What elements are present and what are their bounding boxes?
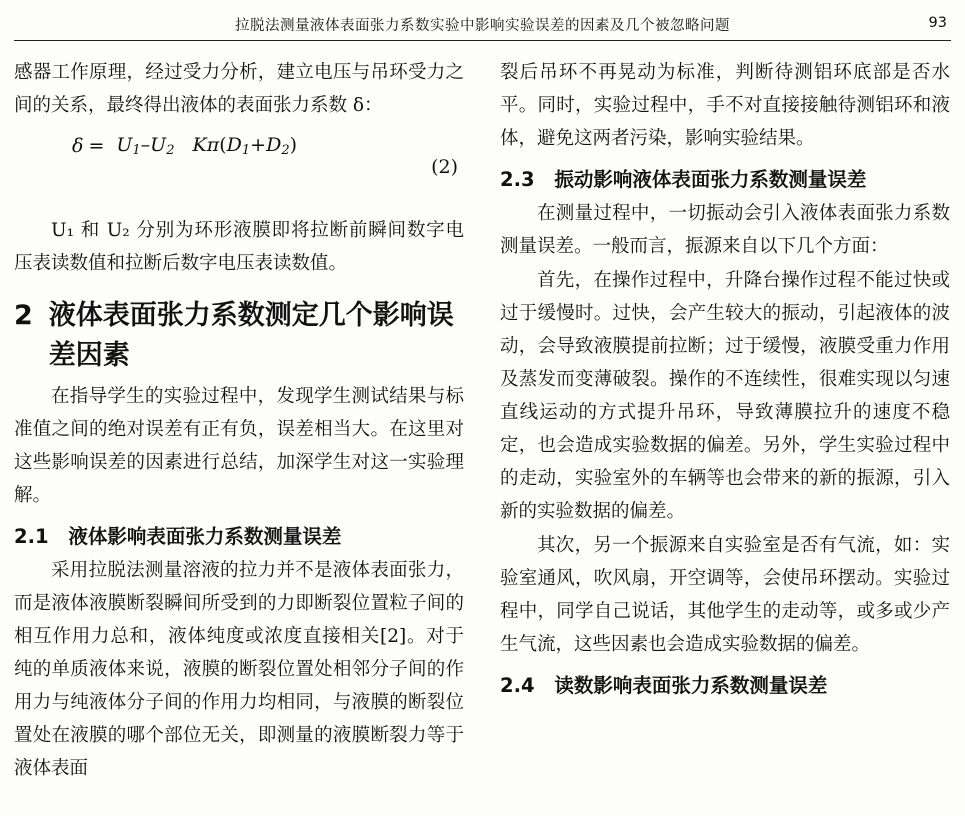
paragraph-section-2-1: 采用拉脱法测量溶液的拉力并不是液体表面张力，而是液体液膜断裂瞬间所受到的力即断裂位置粒子间的相互作用力总和，液体纯度或浓度直接相关[2]。对于纯的单质液体来说，液膜的断裂位置处相邻分子间的作用力与纯液体分子间的作用力均相同，与液膜的断裂位置处在液膜的哪个部位无关，即测量的液膜断裂力等于液体表面 — [14, 560, 464, 779]
equation-number: (2) — [431, 156, 458, 178]
paragraph-continued-right: 裂后吊环不再晃动为标准，判断待测铝环底部是否水平。同时，实验过程中，手不对直接接触待测铝环和液体，避免这两者污染，影响实验结果。 — [500, 62, 950, 149]
body-columns — [14, 56, 951, 806]
section-heading-2-number: 2 — [14, 300, 33, 331]
denominator-close-paren: ) — [289, 134, 298, 156]
denominator-k: K — [192, 134, 207, 156]
denominator-d1-subscript: 1 — [241, 143, 251, 158]
equation-2-body — [72, 134, 303, 158]
subsection-2-3-number: 2.3 — [500, 168, 535, 191]
equation-numerator — [110, 134, 180, 157]
denominator-pi: π — [206, 134, 220, 156]
equation-denominator — [187, 132, 304, 156]
page-number: 93 — [928, 15, 947, 31]
subsection-heading-2-1 — [14, 521, 464, 552]
denominator-d2-subscript: 2 — [281, 143, 290, 158]
denominator-plus: + — [250, 134, 267, 156]
equation-equals: = — [88, 135, 105, 157]
subsection-heading-2-3 — [500, 164, 950, 195]
left-column — [14, 56, 464, 806]
numerator-u1: U — [116, 134, 133, 156]
numerator-minus: – — [140, 134, 151, 156]
denominator-d1: D — [226, 134, 242, 156]
numerator-u1-subscript: 1 — [132, 143, 141, 158]
section-heading-2 — [14, 296, 464, 376]
subsection-2-4-number: 2.4 — [500, 674, 535, 697]
denominator-open-paren: ( — [219, 134, 227, 156]
denominator-d2: D — [266, 134, 282, 156]
subsection-2-1-number: 2.1 — [14, 525, 49, 548]
paragraph-section-2-intro: 在指导学生的实验过程中，发现学生测试结果与标准值之间的绝对误差有正有负，误差相当大。在这里对这些影响误差的因素进行总结，加深学生对这一实验理解。 — [14, 386, 464, 506]
numerator-u2-subscript: 2 — [166, 143, 175, 158]
section-heading-2-title: 液体表面张力系数测定几个影响误差因素 — [48, 300, 454, 371]
equation-2 — [14, 126, 464, 212]
paragraph-section-2-3-a: 在测量过程中，一切振动会引入液体表面张力系数测量误差。一般而言，振源来自以下几个方面： — [500, 203, 950, 257]
subsection-2-4-title: 读数影响表面张力系数测量误差 — [554, 674, 828, 697]
equation-lhs: δ — [72, 135, 84, 157]
equation-fraction — [110, 134, 303, 158]
paragraph-continued-left: 感器工作原理，经过受力分析，建立电压与吊环受力之间的关系，最终得出液体的表面张力系数 δ： — [14, 62, 464, 116]
subsection-2-1-title: 液体影响表面张力系数测量误差 — [68, 525, 342, 548]
formula-note: U₁ 和 U₂ 分别为环形液膜即将拉断前瞬间数字电压表读数值和拉断后数字电压表读数值。 — [14, 220, 464, 274]
running-head-title: 拉脱法测量液体表面张力系数实验中影响实验误差的因素及几个被忽略问题 — [235, 18, 730, 34]
numerator-u2: U — [150, 134, 167, 156]
header-divider — [14, 40, 951, 41]
paragraph-section-2-3-c: 其次，另一个振源来自实验室是否有气流，如：实验室通风，吹风扇，开空调等，会使吊环摆动。实验过程中，同学自己说话，其他学生的走动等，或多或少产生气流，这些因素也会造成实验数据的偏差。 — [500, 535, 950, 655]
subsection-2-3-title: 振动影响液体表面张力系数测量误差 — [554, 168, 867, 191]
subsection-heading-2-4 — [500, 670, 950, 701]
paragraph-section-2-3-b: 首先，在操作过程中，升降台操作过程不能过快或过于缓慢时。过快，会产生较大的振动，引起液体的波动，会导致液膜提前拉断；过于缓慢，液膜受重力作用及蒸发而变薄破裂。操作的不连续性，很难实现以匀速直线运动的方式提升吊环，导致薄膜拉升的速度不稳定，也会造成实验数据的偏差。另外，学生实验过程中的走动，实验室外的车辆等也会带来的新的振源，引入新的实验数据的偏差。 — [500, 270, 950, 522]
right-column — [500, 56, 950, 806]
